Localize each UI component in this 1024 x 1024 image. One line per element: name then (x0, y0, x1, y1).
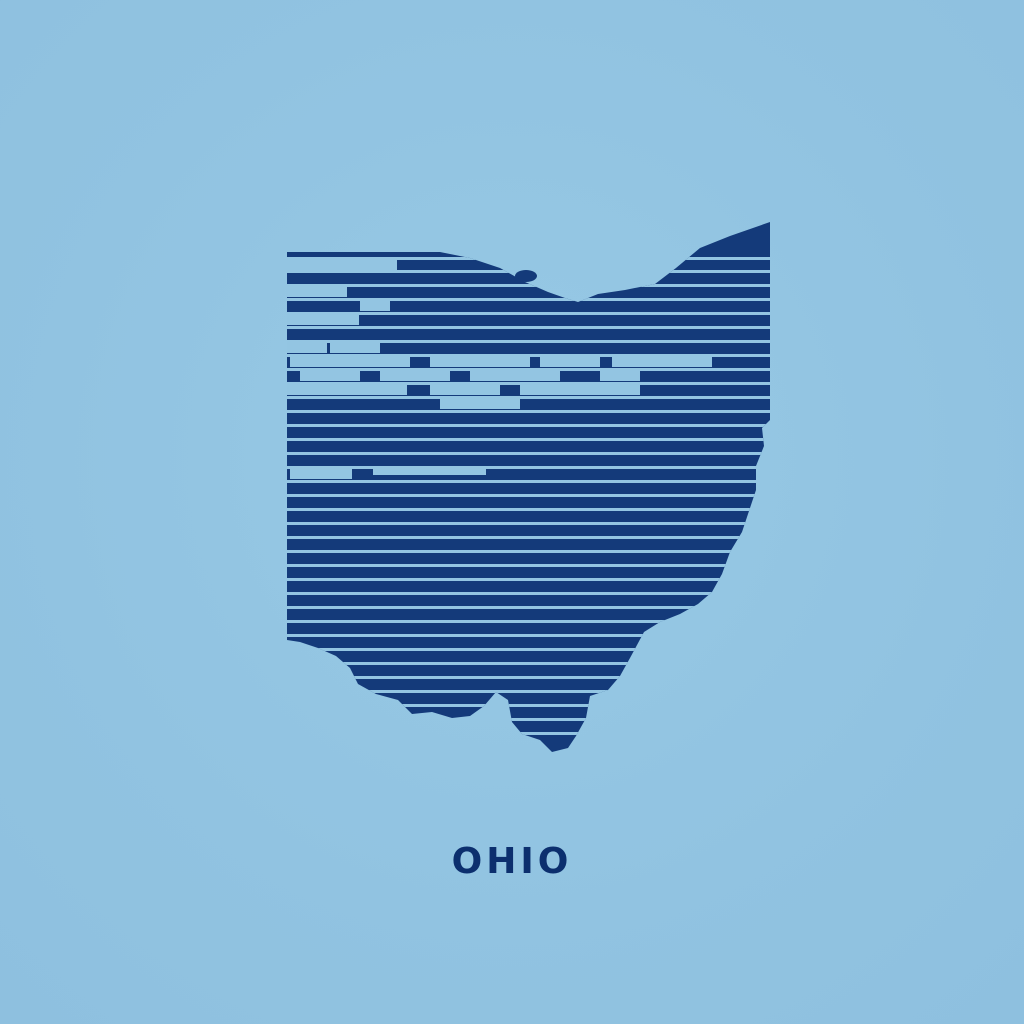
state-title: OHIO (451, 841, 573, 882)
striped-fill (280, 210, 780, 770)
